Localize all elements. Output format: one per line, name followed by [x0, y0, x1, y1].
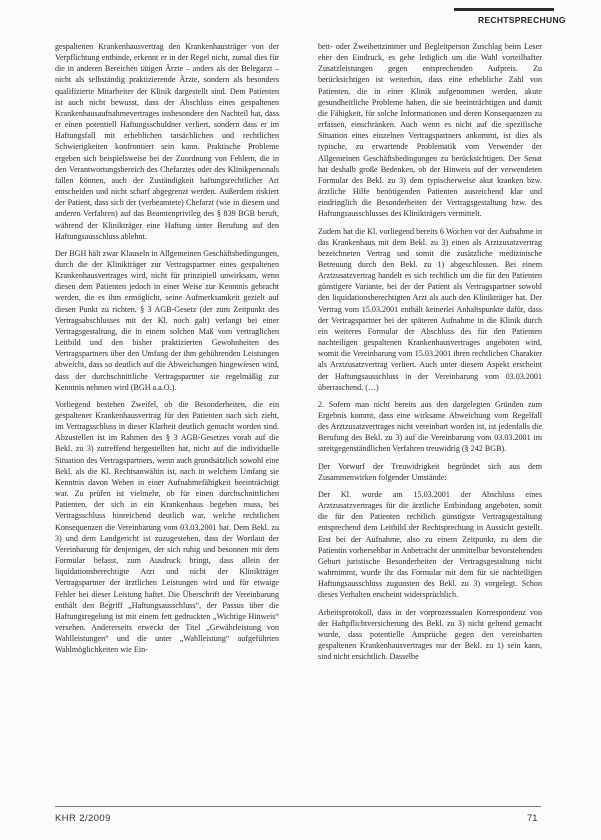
header-rule	[454, 8, 554, 11]
right-column	[318, 41, 542, 668]
section-label: RECHTSPRECHUNG	[478, 15, 566, 25]
left-column	[55, 41, 279, 661]
paragraph: Arbeitsprotokoll, dass in der vorprozessualen Korrespondenz von der Haftpflichtversicherung des Bekl. zu 3) nicht geltend gemacht wurde, dass potentielle Ansprüche gegen den vereinbarten gespaltenen Krankenhausvertrages nur der Bekl. zu 1) sein kann, sind nicht ersichtlich. Dasselbe	[318, 607, 542, 662]
journal-issue: KHR 2/2009	[55, 813, 111, 824]
paragraph: Vorliegend bestehen Zweifel, ob die Besonderheiten, die ein gespaltener Krankenhausvertrag für den Patienten nach sich zieht, im Vertragsschluss in dieser Klarheit deutlich gemacht worden sind. Abzustellen ist im Rahmen des § 3 AGB-Gesetzes vorab auf die Bekl. zu 3) zutreffend hergestellten hat, nicht auf die individuelle Situation des Vertragspartners, wenn auch grundsätzlich sowohl eine Bekl. als die Kl. Rechtsanwältin ist, nach in welchem Umfang sie Kenntnis davon Wehen in einer Aufnahmefähigkeit beeinträchtigt war. Zu prüfen ist vielmehr, ob für einen durchschnittlichen Patienten, der sich in ein Krankenhaus begeben muss, bei Vertragsschluss hinreichend deutlich war, welche rechtlichen Konsequenzen die Vereinbarung vom 03.03.2001 hat. Dem Bekl. zu 3) und dem Landgericht ist zuzugestehen, dass der Wortlaut der Vereinbarung für denjenigen, der sich ruhig und besonnen mit dem Formular befasst, zum Ausdruck bringt, dass allein der liquidationsberechtigte Arzt und nicht der Klinikträger Vertragspartner der ärztlichen Leistungen wird und für etwaige Fehler bei dieser Leistung haftet. Die Überschrift der Vereinbarung enthält den Begriff „Haftungsausschluss“, der Passus über die Haftungsregelung ist mit einem fett gedruckten „Wichtige Hinweis“ versehen. Andererseits erweckt der Titel „Gewährleistung von Wahlleistungen“ und die unter „Wahlleistung“ aufgeführten Wahlmöglichkeiten wie Ein-	[55, 399, 279, 655]
page-number: 71	[527, 813, 538, 824]
paragraph: Der Kl. wurde am 15.03.2001 der Abschluss eines Arztzusatzvertrages für die ärztliche Entbindung angeboten, somit die für den Patienten rechtlich günstigste Vertragsgestaltung entsprechend dem Leitbild der Rechtsprechung in Aussicht gestellt. Erst bei der Aufnahme, also zu einem Zeitpunkt, zu dem die Patientin vorhersehbar in Anbetracht der unmittelbar bevorstehenden Geburt juristische Besonderheiten der Vertragsgestaltung nicht wahrnimmt, wurde ihr das Formular mit dem für sie nachteiligen Haftungsausschluss zugunsten des Bekl. zu 3) vorgelegt. Schon dieses Verhalten erscheint widersprüchlich.	[318, 489, 542, 600]
paragraph: Der BGH hält zwar Klauseln in Allgemeinen Geschäftsbedingungen, durch die der Klinikträger zur Vertragspartner eines gespaltenen Krankenhausvertrages wird, nicht für prinzipiell unwirksam, wenn diesen dem Patienten jedoch in einer Weise zur Kenntnis gebracht werden, die es ihm ermöglicht, seine Aufmerksamkeit gezielt auf diesen Punkt zu richten. § 3 AGB-Gesetz (der zum Zeitpunkt des Vertragsabschlusses mit der Kl. noch galt) verlangt bei einer Vertragsgestaltung, die in einem solchen Maß vom vertraglichen Leitbild und den bisher praktizierten Gewohnheiten des Vertragspartners über den Umfang der ihm gebührenden Leistungen abweicht, dass so deutlich auf die Abweichungen hingewiesen wird, dass der durchschnittliche Vertragspartner sie regelmäßig zur Kenntnis nehmen wird (BGH a.a.O.).	[55, 248, 279, 392]
paragraph: gespaltenen Krankenhausvertrag den Krankenhausträger von der Verpflichtung entbinde, erkennt er in der Regel nicht, zumal dies für die in anderen Bereichen tätigen Ärzte – anders als der Belegarzt – nicht als selbständig praktizierende Ärzte, sondern als besonders qualifizierte Mitarbeiter der Klinik dargestellt sind. Dem Patienten ist auch nicht bewusst, dass der Abschluss eines gespaltenen Krankenhausaufnahmevertrages insbesondere den Nachteil hat, dass er einen potentiell Haftungsschuldner verliert, sondern dass er im Haftungsfall mit erheblichen tatsächlichen und rechtlichen Schwierigkeiten konfrontiert sein kann. Praktische Probleme ergeben sich beispielsweise bei der Zuordnung von Fehlern, die in den Verantwortungsbereich des Chefarztes oder des Klinikpersonals fallen können, auch der Zuständigkeit haftungsrechtlicher Art entscheiden und nicht scharf abgegrenzt werden. Außerdem riskiert der Patient, dass sich der (verbeamtete) Chefarzt (wie in diesem und anderen Verfahren) auf das Beamtenprivileg des § 839 BGB beruft, während der Klinikträger eine Haftung unter Berufung auf den Haftungsausschluss ablehnt.	[55, 42, 279, 241]
paragraph: Zudem hat die Kl. vorliegend bereits 6 Wochen vor der Aufnahme in das Krankenhaus mit dem Bekl. zu 3) einen als Arztzusatzvertrag bezeichneten Vertrag und somit die zusätzliche medizinische Betreuung durch den Bekl. zu 1) abgeschlossen. Bei einem Arztzusatzvertrag handelt es sich rechtlich um die für den Patienten günstigere Variante, bei der der Patient als Vertragspartner sowohl den liquidationsberechtigten Arzt als auch den Klinikträger hat. Der Vertrag vom 15.03.2001 enthält keinerlei Anhaltspunkte dafür, dass der Vertragspartner bei der späteren Aufnahme in die Klinik durch ein weiteres Formular der Abschluss des für den Patienten nachteiligen gespaltenen Krankenhausvertrages angeboten wird, womit die Vereinbarung vom 15.03.2001 ihren rechtlichen Charakter als Arztzusatzvertrag verliert. Auch unter diesem Aspekt erscheint der Haftungsausschluss in der Vereinbarung vom 03.03.2001 überraschend. (…)	[318, 226, 542, 392]
paragraph: 2. Sofern man nicht bereits aus den dargelegten Gründen zum Ergebnis kommt, dass eine wirksame Abweichung vom Regelfall des Arztzusatzvertrages nicht vereinbart worden ist, ist jedenfalls die Berufung des Bekl. zu 3) auf die Vereinbarung vom 03.03.2001 im streitgegenständlichen Verfahren treuwidrig (§ 242 BGB).	[318, 399, 542, 454]
footer-rule	[55, 806, 541, 807]
paragraph: Der Vorwurf der Treuwidrigkeit begründet sich aus dem Zusammenwirken folgender Umstände:	[318, 461, 542, 482]
paragraph: bett- oder Zweibettzimmer und Begleitperson Zuschlag beim Leser eher den Eindruck, es gehe lediglich um die Wahl vorteilhafter Zusatzleistungen gegen entsprechenden Aufpreis. Zu berücksichtigen ist weiterhin, dass eine erhebliche Zahl von Patienten, die in einer Klinik aufgenommen werden, akute gesundheitliche Probleme haben, die sie beeinträchtigen und damit die Fähigkeit, für solche Informationen und deren Konsequenzen zu erfassen, einschränken. Auch wenn es nicht auf die spezifische Situation eines einzelnen Vertragspartners ankommt, ist dies als typische, zu erwartende Problematik vom Verwender der Allgemeinen Geschäftsbedingungen zu berücksichtigen. Der Senat hat deshalb große Bedenken, ob der Hinweis auf der verwendeten Formular des Bekl. zu 3) dem typischerweise akut kranken bzw. ärztliche Hilfe benötigenden Patienten ausreichend klar und eindringlich die Besonderheiten der Vertragsgestaltung bzw. des Haftungsausschlusses des Klinikträgers vermittelt.	[318, 42, 542, 219]
